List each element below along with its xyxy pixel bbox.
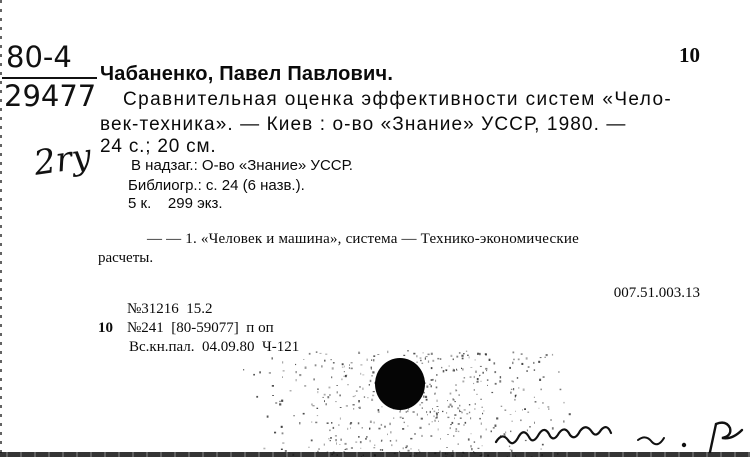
chamber-stamp-line: Вс.кн.пал. 04.09.80 Ч-121 <box>129 339 300 355</box>
registry-number: №31216 15.2 <box>127 301 213 317</box>
title-line: век-техника». — Киев : о-во «Знание» УССР, 1980. — <box>100 114 627 135</box>
note-line: В надзаг.: О-во «Знание» УССР. <box>131 157 353 174</box>
registry-prefix: 10 <box>98 320 113 336</box>
udc-classification: 007.51.003.13 <box>613 285 700 301</box>
title-line: Сравнительная оценка эффективности систем «Чело- <box>123 89 673 110</box>
note-line: Библиогр.: с. 24 (6 назв.). <box>128 177 305 194</box>
handwritten-scribble <box>488 412 750 457</box>
punch-hole <box>375 358 425 410</box>
call-number-top: 80-4 <box>6 40 72 74</box>
note-line: 5 к. 299 экз. <box>128 195 223 212</box>
handwritten-note: 2ry <box>31 136 94 184</box>
order-number: №241 [80-59077] п оп <box>127 320 274 336</box>
call-number-bottom: 29477 <box>4 79 97 113</box>
title-line: 24 с.; 20 см. <box>100 136 217 157</box>
subject-heading-continued: расчеты. <box>98 250 154 266</box>
author-heading: Чабаненко, Павел Павлович. <box>100 63 394 85</box>
card-number: 10 <box>679 43 700 67</box>
card-bottom-edge <box>0 452 750 457</box>
subject-heading: — — 1. «Человек и машина», система — Технико-экономические <box>147 231 579 247</box>
